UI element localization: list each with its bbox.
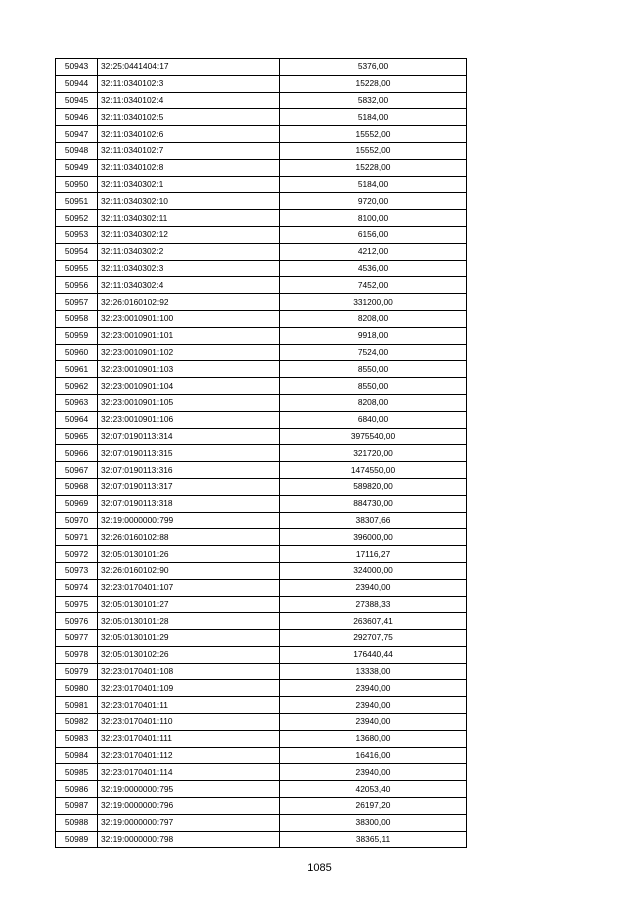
cadastral-number-cell: 32:23:0010901:104 [98,378,280,395]
row-number-cell: 50964 [56,411,98,428]
value-cell: 8550,00 [280,361,467,378]
value-cell: 1474550,00 [280,462,467,479]
table-row [56,529,467,546]
row-number-cell: 50954 [56,243,98,260]
row-number-cell: 50953 [56,226,98,243]
row-number-cell: 50977 [56,630,98,647]
cadastral-number-cell: 32:11:0340302:2 [98,243,280,260]
cadastral-number-cell: 32:11:0340102:6 [98,126,280,143]
cadastral-number-cell: 32:11:0340102:5 [98,109,280,126]
value-cell: 5832,00 [280,92,467,109]
table-row [56,495,467,512]
table-row [56,546,467,563]
table-row [56,697,467,714]
value-cell: 589820,00 [280,478,467,495]
value-cell: 23940,00 [280,579,467,596]
table-row [56,445,467,462]
table-row [56,646,467,663]
cadastral-number-cell: 32:05:0130101:26 [98,546,280,563]
table-row [56,243,467,260]
value-cell: 15552,00 [280,142,467,159]
value-cell: 42053,40 [280,781,467,798]
table-row [56,781,467,798]
row-number-cell: 50957 [56,294,98,311]
row-number-cell: 50985 [56,764,98,781]
cadastral-number-cell: 32:26:0160102:88 [98,529,280,546]
value-cell: 13680,00 [280,730,467,747]
value-cell: 15552,00 [280,126,467,143]
table-row [56,59,467,76]
cadastral-number-cell: 32:19:0000000:795 [98,781,280,798]
table-row [56,747,467,764]
table-row [56,394,467,411]
table-row [56,613,467,630]
value-cell: 27388,33 [280,596,467,613]
value-cell: 8100,00 [280,210,467,227]
value-cell: 38307,66 [280,512,467,529]
cadastral-number-cell: 32:11:0340302:3 [98,260,280,277]
table-row [56,126,467,143]
row-number-cell: 50989 [56,831,98,848]
row-number-cell: 50979 [56,663,98,680]
row-number-cell: 50956 [56,277,98,294]
row-number-cell: 50943 [56,59,98,76]
value-cell: 15228,00 [280,159,467,176]
row-number-cell: 50960 [56,344,98,361]
value-cell: 884730,00 [280,495,467,512]
table-row [56,630,467,647]
row-number-cell: 50952 [56,210,98,227]
cadastral-number-cell: 32:23:0170401:112 [98,747,280,764]
row-number-cell: 50955 [56,260,98,277]
row-number-cell: 50947 [56,126,98,143]
row-number-cell: 50958 [56,310,98,327]
table-row [56,562,467,579]
value-cell: 17116,27 [280,546,467,563]
value-cell: 4536,00 [280,260,467,277]
table-row [56,159,467,176]
row-number-cell: 50963 [56,394,98,411]
value-cell: 23940,00 [280,764,467,781]
table-row [56,680,467,697]
cadastral-number-cell: 32:23:0170401:110 [98,714,280,731]
value-cell: 5184,00 [280,109,467,126]
value-cell: 7452,00 [280,277,467,294]
cadastral-number-cell: 32:23:0170401:107 [98,579,280,596]
value-cell: 38300,00 [280,814,467,831]
row-number-cell: 50981 [56,697,98,714]
cadastral-value-table [55,58,467,848]
value-cell: 331200,00 [280,294,467,311]
page-number: 1085 [307,862,332,874]
table-row [56,579,467,596]
cadastral-number-cell: 32:07:0190113:315 [98,445,280,462]
row-number-cell: 50971 [56,529,98,546]
row-number-cell: 50951 [56,193,98,210]
cadastral-number-cell: 32:19:0000000:796 [98,798,280,815]
cadastral-number-cell: 32:26:0160102:90 [98,562,280,579]
cadastral-number-cell: 32:23:0010901:100 [98,310,280,327]
value-cell: 324000,00 [280,562,467,579]
row-number-cell: 50961 [56,361,98,378]
table-row [56,142,467,159]
row-number-cell: 50984 [56,747,98,764]
cadastral-number-cell: 32:19:0000000:799 [98,512,280,529]
cadastral-number-cell: 32:07:0190113:316 [98,462,280,479]
row-number-cell: 50973 [56,562,98,579]
value-cell: 3975540,00 [280,428,467,445]
row-number-cell: 50978 [56,646,98,663]
table-row [56,75,467,92]
table-row [56,411,467,428]
cadastral-number-cell: 32:23:0010901:103 [98,361,280,378]
row-number-cell: 50968 [56,478,98,495]
row-number-cell: 50975 [56,596,98,613]
table-row [56,92,467,109]
cadastral-number-cell: 32:07:0190113:317 [98,478,280,495]
cadastral-number-cell: 32:19:0000000:797 [98,814,280,831]
cadastral-number-cell: 32:23:0170401:114 [98,764,280,781]
value-cell: 7524,00 [280,344,467,361]
value-cell: 23940,00 [280,680,467,697]
value-cell: 8550,00 [280,378,467,395]
table-row [56,226,467,243]
table-row [56,798,467,815]
value-cell: 5184,00 [280,176,467,193]
table-row [56,344,467,361]
cadastral-number-cell: 32:11:0340302:4 [98,277,280,294]
table-row [56,109,467,126]
value-cell: 8208,00 [280,310,467,327]
value-cell: 5376,00 [280,59,467,76]
row-number-cell: 50987 [56,798,98,815]
cadastral-number-cell: 32:07:0190113:314 [98,428,280,445]
value-cell: 15228,00 [280,75,467,92]
table-row [56,730,467,747]
cadastral-number-cell: 32:11:0340102:7 [98,142,280,159]
value-cell: 321720,00 [280,445,467,462]
cadastral-number-cell: 32:05:0130102:26 [98,646,280,663]
table-row [56,714,467,731]
table-row [56,663,467,680]
table-body [56,59,467,848]
row-number-cell: 50946 [56,109,98,126]
cadastral-number-cell: 32:11:0340302:12 [98,226,280,243]
row-number-cell: 50966 [56,445,98,462]
value-cell: 23940,00 [280,697,467,714]
row-number-cell: 50974 [56,579,98,596]
cadastral-number-cell: 32:23:0170401:109 [98,680,280,697]
table-row [56,277,467,294]
value-cell: 6840,00 [280,411,467,428]
table-row [56,596,467,613]
value-cell: 16416,00 [280,747,467,764]
table-row [56,327,467,344]
cadastral-number-cell: 32:26:0160102:92 [98,294,280,311]
cadastral-number-cell: 32:05:0130101:29 [98,630,280,647]
value-cell: 23940,00 [280,714,467,731]
row-number-cell: 50965 [56,428,98,445]
cadastral-number-cell: 32:07:0190113:318 [98,495,280,512]
cadastral-number-cell: 32:11:0340102:3 [98,75,280,92]
table-row [56,478,467,495]
row-number-cell: 50944 [56,75,98,92]
value-cell: 9720,00 [280,193,467,210]
cadastral-number-cell: 32:11:0340302:11 [98,210,280,227]
cadastral-number-cell: 32:23:0010901:101 [98,327,280,344]
cadastral-number-cell: 32:23:0170401:11 [98,697,280,714]
row-number-cell: 50980 [56,680,98,697]
row-number-cell: 50988 [56,814,98,831]
row-number-cell: 50986 [56,781,98,798]
table-row [56,310,467,327]
cadastral-number-cell: 32:11:0340102:8 [98,159,280,176]
row-number-cell: 50959 [56,327,98,344]
row-number-cell: 50983 [56,730,98,747]
table-row [56,764,467,781]
row-number-cell: 50969 [56,495,98,512]
value-cell: 292707,75 [280,630,467,647]
table-row [56,210,467,227]
row-number-cell: 50949 [56,159,98,176]
row-number-cell: 50945 [56,92,98,109]
cadastral-number-cell: 32:25:0441404:17 [98,59,280,76]
row-number-cell: 50982 [56,714,98,731]
cadastral-number-cell: 32:11:0340102:4 [98,92,280,109]
table-row [56,462,467,479]
cadastral-number-cell: 32:23:0170401:111 [98,730,280,747]
row-number-cell: 50962 [56,378,98,395]
table-row [56,512,467,529]
row-number-cell: 50970 [56,512,98,529]
table-row [56,361,467,378]
cadastral-number-cell: 32:23:0010901:106 [98,411,280,428]
table-row [56,176,467,193]
cadastral-value-table-container [55,58,466,848]
cadastral-number-cell: 32:23:0170401:108 [98,663,280,680]
value-cell: 176440,44 [280,646,467,663]
row-number-cell: 50948 [56,142,98,159]
value-cell: 6156,00 [280,226,467,243]
cadastral-number-cell: 32:11:0340302:1 [98,176,280,193]
cadastral-number-cell: 32:23:0010901:102 [98,344,280,361]
table-row [56,260,467,277]
value-cell: 4212,00 [280,243,467,260]
value-cell: 38365,11 [280,831,467,848]
value-cell: 9918,00 [280,327,467,344]
cadastral-number-cell: 32:23:0010901:105 [98,394,280,411]
table-row [56,831,467,848]
table-row [56,294,467,311]
value-cell: 263607,41 [280,613,467,630]
cadastral-number-cell: 32:11:0340302:10 [98,193,280,210]
value-cell: 396000,00 [280,529,467,546]
row-number-cell: 50967 [56,462,98,479]
value-cell: 8208,00 [280,394,467,411]
cadastral-number-cell: 32:19:0000000:798 [98,831,280,848]
cadastral-number-cell: 32:05:0130101:28 [98,613,280,630]
row-number-cell: 50972 [56,546,98,563]
row-number-cell: 50976 [56,613,98,630]
cadastral-number-cell: 32:05:0130101:27 [98,596,280,613]
table-row [56,814,467,831]
value-cell: 13338,00 [280,663,467,680]
table-row [56,378,467,395]
value-cell: 26197,20 [280,798,467,815]
table-row [56,193,467,210]
row-number-cell: 50950 [56,176,98,193]
table-row [56,428,467,445]
